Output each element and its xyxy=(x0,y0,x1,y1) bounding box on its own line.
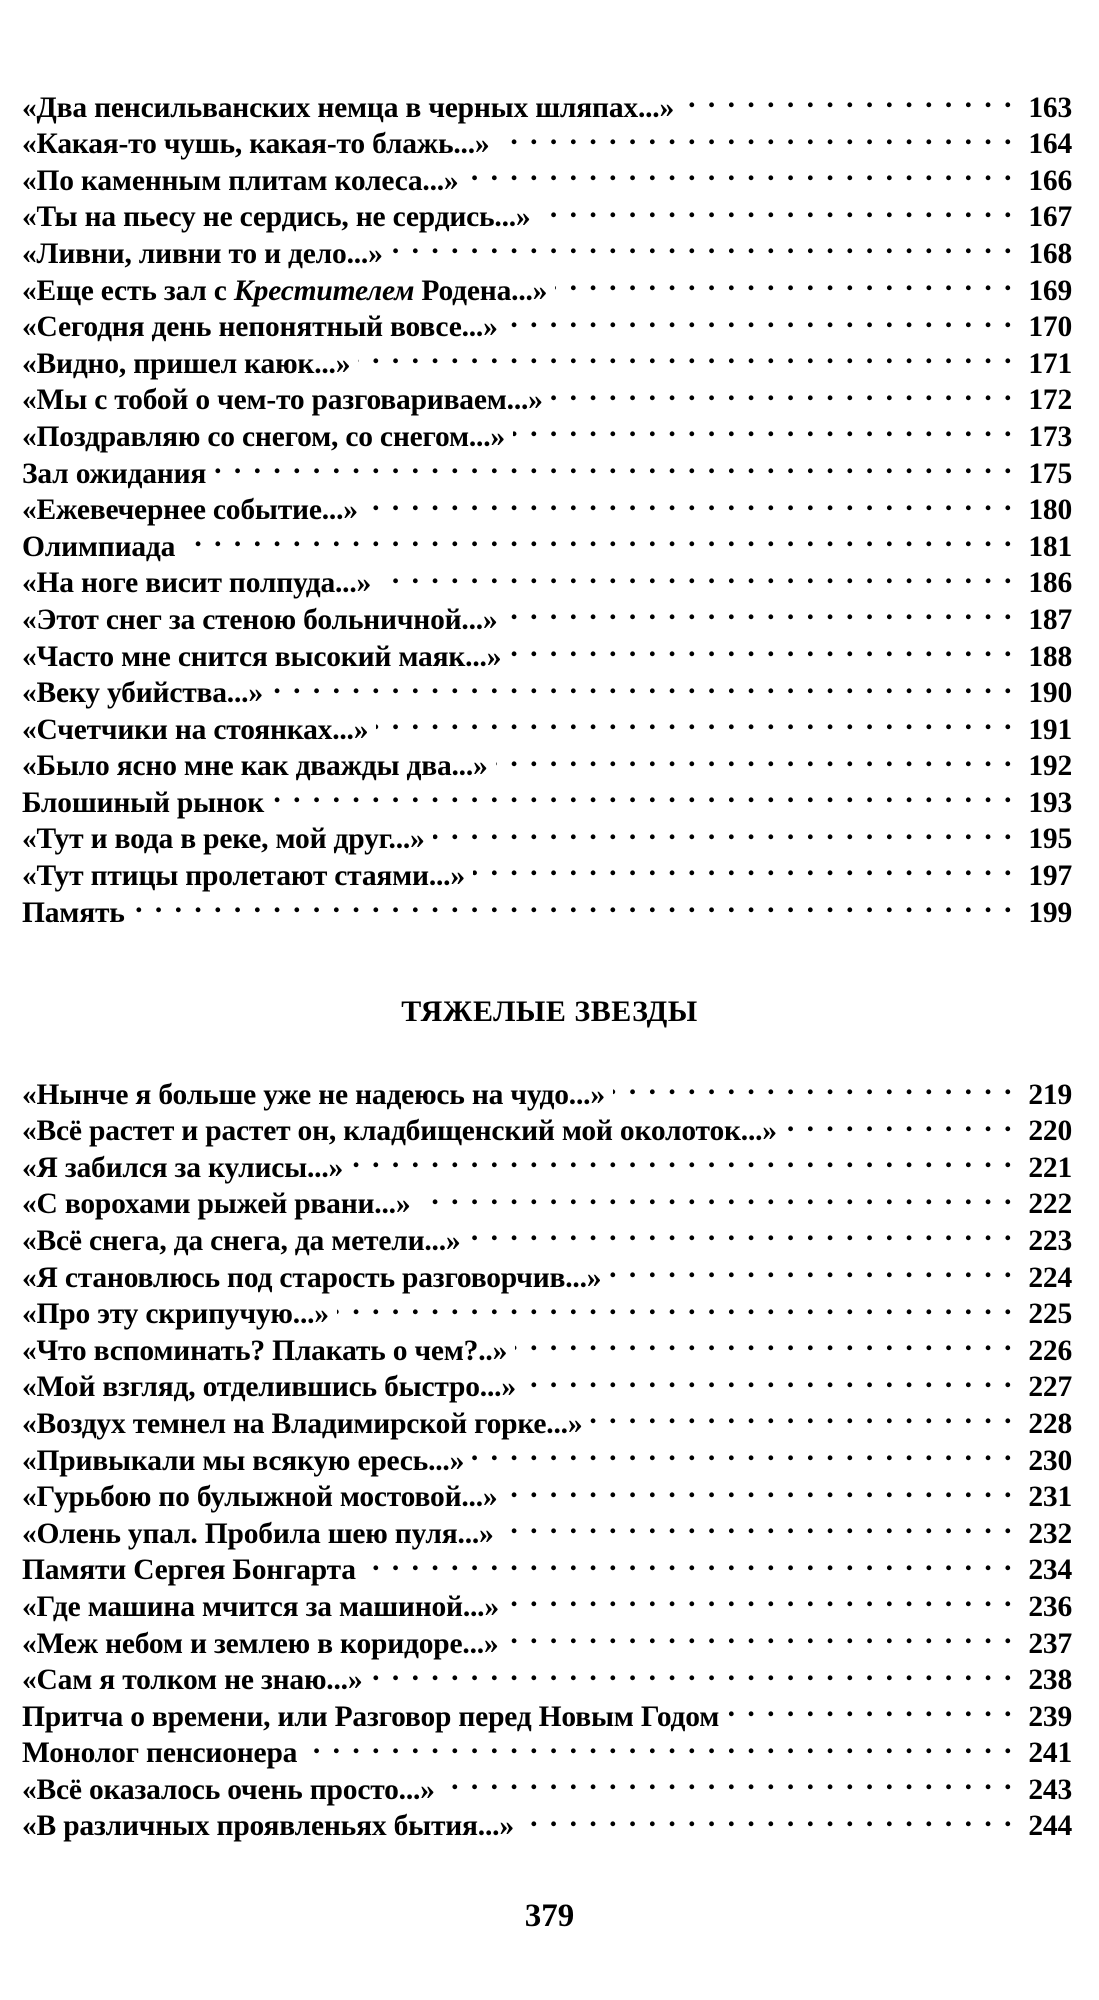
entry-page: 190 xyxy=(1028,677,1072,710)
dot-leader xyxy=(551,373,1014,410)
entry-title: «Два пенсильванских немца в черных шляпах...» xyxy=(22,91,675,124)
entry-page: 163 xyxy=(1028,91,1072,124)
entry-title: «Олень упал. Пробила шею пуля...» xyxy=(22,1517,494,1550)
entry-title: «Гурьбою по булыжной мостовой...» xyxy=(22,1481,498,1514)
entry-page: 164 xyxy=(1028,128,1072,161)
entry-title: Монолог пенсионера xyxy=(22,1737,298,1770)
entry-page: 186 xyxy=(1028,567,1072,600)
entry-title: «Что вспоминать? Плакать о чем?..» xyxy=(22,1334,508,1367)
entry-title: Притча о времени, или Разговор перед Новым Годом xyxy=(22,1700,720,1733)
entry-title: Зал ожидания xyxy=(22,457,207,490)
dot-leader xyxy=(376,702,1014,739)
entry-title: «Меж небом и землею в коридоре...» xyxy=(22,1627,499,1660)
dot-leader xyxy=(366,483,1014,520)
dot-leader xyxy=(351,1140,1014,1177)
dot-leader xyxy=(433,812,1014,849)
entry-page: 237 xyxy=(1028,1627,1072,1660)
dot-leader xyxy=(358,336,1014,373)
entry-title: «Всё снега, да снега, да метели...» xyxy=(22,1224,461,1257)
dot-leader xyxy=(466,153,1014,190)
entry-title: «Мы с тобой о чем-то разговариваем...» xyxy=(22,384,543,417)
entry-title: «Я забился за кулисы...» xyxy=(22,1151,344,1184)
entry-title: «Всё оказалось очень просто...» xyxy=(22,1773,435,1806)
entry-title: «Воздух темнел на Владимирской горке...» xyxy=(22,1407,583,1440)
entry-page: 167 xyxy=(1028,201,1072,234)
entry-page: 219 xyxy=(1028,1078,1072,1111)
entry-title: «Было ясно мне как дважды два...» xyxy=(22,750,488,783)
dot-leader xyxy=(505,1470,1014,1507)
dot-leader xyxy=(379,556,1014,593)
toc-entry xyxy=(22,80,1072,124)
dot-leader xyxy=(496,739,1014,776)
entry-title: «Ливни, ливни то и дело...» xyxy=(22,237,383,270)
entry-page: 244 xyxy=(1028,1810,1072,1843)
entry-page: 239 xyxy=(1028,1700,1072,1733)
entry-title: «Счетчики на стоянках...» xyxy=(22,713,369,746)
entry-page: 181 xyxy=(1028,530,1072,563)
entry-title: «Про эту скрипучую...» xyxy=(22,1298,329,1331)
dot-leader xyxy=(443,1762,1014,1799)
entry-page: 226 xyxy=(1028,1334,1072,1367)
dot-leader xyxy=(524,1360,1014,1397)
entry-page: 191 xyxy=(1028,713,1072,746)
entry-page: 243 xyxy=(1028,1773,1072,1806)
toc-entry xyxy=(22,885,1072,929)
entry-page: 236 xyxy=(1028,1590,1072,1623)
page-number: 379 xyxy=(524,1898,575,1934)
dot-leader xyxy=(370,1653,1014,1690)
entry-page: 234 xyxy=(1028,1554,1072,1587)
toc-entry xyxy=(22,556,1072,600)
dot-leader xyxy=(472,1433,1014,1470)
entry-title: Блошиный рынок xyxy=(22,786,265,819)
entry-title: «Сегодня день непонятный вовсе...» xyxy=(22,311,498,344)
dot-leader xyxy=(391,226,1014,263)
dot-leader xyxy=(506,592,1015,629)
dot-leader xyxy=(613,1067,1014,1104)
entry-title: «Ежевечернее событие...» xyxy=(22,494,358,527)
entry-title: «Ты на пьесу не сердись, не сердись...» xyxy=(22,201,531,234)
entry-page: 192 xyxy=(1028,750,1072,783)
entry-page: 221 xyxy=(1028,1151,1072,1184)
entry-page: 169 xyxy=(1028,274,1072,307)
entry-page: 193 xyxy=(1028,786,1072,819)
entry-page: 228 xyxy=(1028,1407,1072,1440)
entry-page: 166 xyxy=(1028,164,1072,197)
dot-leader xyxy=(337,1287,1014,1324)
entry-title-italic: Крестителем xyxy=(233,274,415,307)
entry-title: «Этот снег за стеною больничной...» xyxy=(22,603,498,636)
entry-page: 224 xyxy=(1028,1261,1072,1294)
entry-page: 241 xyxy=(1028,1737,1072,1770)
entry-page: 199 xyxy=(1028,896,1072,929)
dot-leader xyxy=(497,117,1014,154)
dot-leader xyxy=(468,1213,1014,1250)
entry-title: «С ворохами рыжей рвани...» xyxy=(22,1188,411,1221)
entry-page: 222 xyxy=(1028,1188,1072,1221)
entry-page: 188 xyxy=(1028,640,1072,673)
entry-title: «Видно, пришел каюк...» xyxy=(22,347,351,380)
dot-leader xyxy=(509,629,1014,666)
entry-title: «Какая-то чушь, какая-то блажь...» xyxy=(22,128,490,161)
section-heading: ТЯЖЕЛЫЕ ЗВЕЗДЫ xyxy=(401,995,698,1028)
toc-list-2 xyxy=(22,1067,1072,1843)
entry-title xyxy=(22,273,547,310)
entry-page: 220 xyxy=(1028,1115,1072,1148)
dot-leader xyxy=(590,1396,1014,1433)
entry-page: 168 xyxy=(1028,237,1072,270)
entry-page: 232 xyxy=(1028,1517,1072,1550)
dot-leader xyxy=(522,1799,1014,1836)
dot-leader xyxy=(133,885,1014,922)
entry-title: «Тут птицы пролетают стаями...» xyxy=(22,860,465,893)
dot-leader xyxy=(418,1177,1014,1214)
entry-title: «Нынче я больше уже не надеюсь на чудо...» xyxy=(22,1078,605,1111)
entry-title: «Привыкали мы всякую ересь...» xyxy=(22,1444,465,1477)
entry-page: 227 xyxy=(1028,1371,1072,1404)
dot-leader xyxy=(513,409,1014,446)
entry-title: «Мой взгляд, отделившись быстро...» xyxy=(22,1371,516,1404)
dot-leader xyxy=(271,666,1014,703)
entry-title: «Веку убийства...» xyxy=(22,677,263,710)
dot-leader xyxy=(785,1104,1014,1141)
entry-page: 187 xyxy=(1028,603,1072,636)
entry-title: «Сам я толком не знаю...» xyxy=(22,1664,363,1697)
dot-leader xyxy=(183,519,1014,556)
entry-title: «По каменным плитам колеса...» xyxy=(22,164,459,197)
entry-title: Памяти Сергея Бонгарта xyxy=(22,1554,356,1587)
dot-leader xyxy=(682,80,1014,117)
dot-leader xyxy=(502,1506,1014,1543)
dot-leader xyxy=(506,1616,1014,1653)
entry-title: «В различных проявленьях бытия...» xyxy=(22,1810,514,1843)
entry-page: 171 xyxy=(1028,347,1072,380)
entry-title: «Поздравляю со снегом, со снегом...» xyxy=(22,420,505,453)
entry-page: 173 xyxy=(1028,420,1072,453)
entry-title: Память xyxy=(22,896,125,929)
dot-leader xyxy=(727,1689,1014,1726)
dot-leader xyxy=(506,300,1014,337)
dot-leader xyxy=(515,1323,1014,1360)
toc-entry xyxy=(22,1067,1072,1111)
entry-page: 238 xyxy=(1028,1664,1072,1697)
entry-title: «На ноге висит полпуда...» xyxy=(22,567,372,600)
dot-leader xyxy=(473,848,1014,885)
entry-page: 197 xyxy=(1028,860,1072,893)
dot-leader xyxy=(538,190,1014,227)
entry-page: 180 xyxy=(1028,494,1072,527)
toc-list-1 xyxy=(22,80,1072,929)
dot-leader xyxy=(555,263,1014,300)
dot-leader xyxy=(507,1579,1014,1616)
entry-title-pre: «Еще есть зал с xyxy=(22,274,234,307)
entry-title: «Часто мне снится высокий маяк...» xyxy=(22,640,502,673)
dot-leader xyxy=(272,775,1014,812)
dot-leader xyxy=(305,1726,1014,1763)
dot-leader xyxy=(364,1543,1014,1580)
entry-page: 231 xyxy=(1028,1481,1072,1514)
entry-title: «Я становлюсь под старость разговорчив...» xyxy=(22,1261,602,1294)
dot-leader xyxy=(214,446,1014,483)
entry-page: 170 xyxy=(1028,311,1072,344)
entry-title: «Всё растет и растет он, кладбищенский мой околоток...» xyxy=(22,1115,777,1148)
dot-leader xyxy=(609,1250,1014,1287)
entry-page: 225 xyxy=(1028,1298,1072,1331)
entry-page: 175 xyxy=(1028,457,1072,490)
entry-title-post: Родена...» xyxy=(414,274,548,307)
entry-page: 195 xyxy=(1028,823,1072,856)
entry-page: 172 xyxy=(1028,384,1072,417)
entry-page: 230 xyxy=(1028,1444,1072,1477)
entry-page: 223 xyxy=(1028,1224,1072,1257)
entry-title: Олимпиада xyxy=(22,530,176,563)
entry-title: «Где машина мчится за машиной...» xyxy=(22,1590,499,1623)
entry-title: «Тут и вода в реке, мой друг...» xyxy=(22,823,425,856)
